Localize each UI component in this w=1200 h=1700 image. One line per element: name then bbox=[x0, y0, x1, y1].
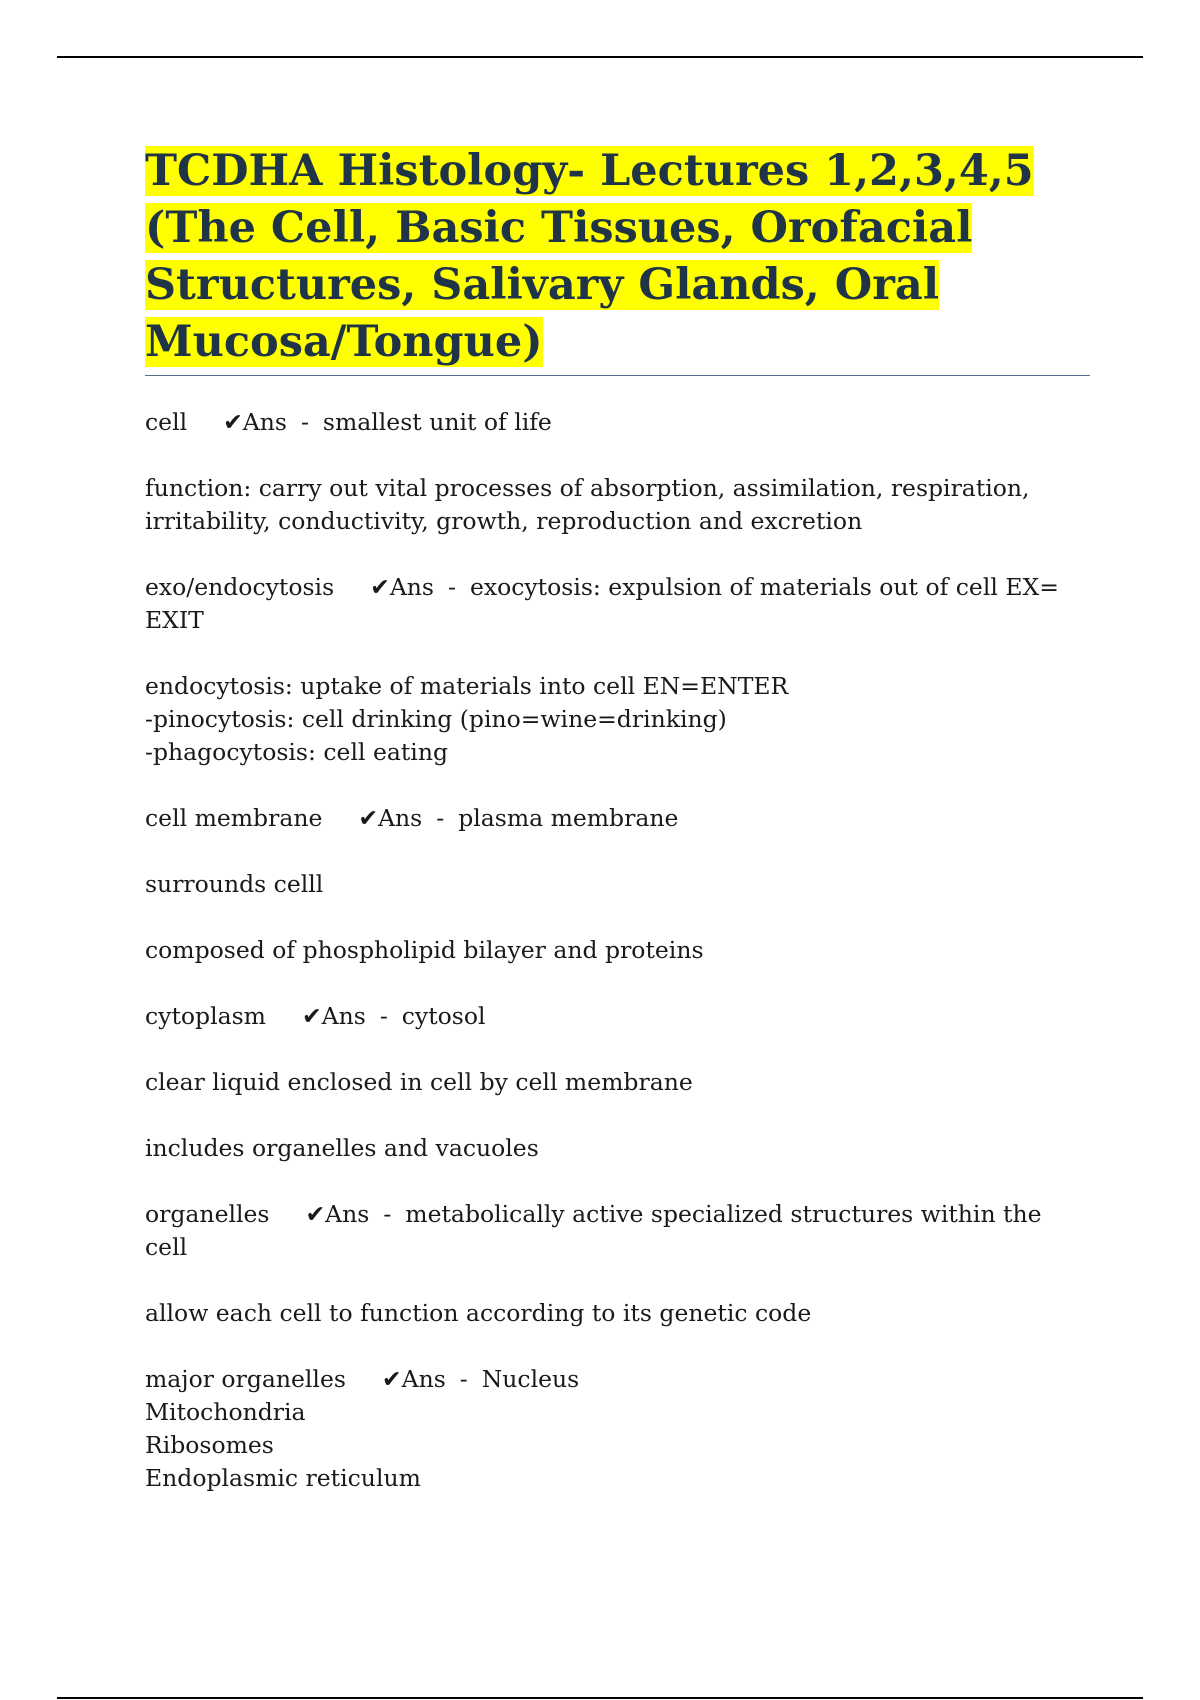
answer-dash: - bbox=[300, 408, 309, 436]
text-line: -phagocytosis: cell eating bbox=[145, 738, 448, 766]
text-line: endocytosis: uptake of materials into cell EN=ENTER bbox=[145, 672, 789, 700]
text-line: composed of phospholipid bilayer and proteins bbox=[145, 936, 704, 964]
text-line: includes organelles and vacuoles bbox=[145, 1134, 539, 1162]
text-line: function: carry out vital processes of absorption, assimilation, respiration, irritability, conductivity, growth, reproduction and excretion bbox=[145, 474, 1030, 535]
answer-line: Endoplasmic reticulum bbox=[145, 1464, 421, 1492]
text-paragraph bbox=[145, 1066, 1090, 1099]
qa-answer: Nucleus bbox=[481, 1365, 580, 1393]
answer-check-icon: ✔Ans bbox=[358, 804, 423, 832]
qa-entry bbox=[145, 1363, 1090, 1495]
answer-line: Ribosomes bbox=[145, 1431, 274, 1459]
qa-term: cytoplasm bbox=[145, 1002, 266, 1030]
qa-answer: cytosol bbox=[401, 1002, 486, 1030]
document-body bbox=[145, 406, 1090, 1495]
answer-dash: - bbox=[459, 1365, 468, 1393]
answer-dash: - bbox=[383, 1200, 392, 1228]
answer-dash: - bbox=[436, 804, 445, 832]
qa-entry bbox=[145, 1198, 1090, 1264]
highlighted-title-text: TCDHA Histology- Lectures 1,2,3,4,5 (The Cell, Basic Tissues, Orofacial Structures, Salivary Glands, Oral Mucosa/Tongue) bbox=[145, 146, 1034, 367]
answer-check-icon: ✔Ans bbox=[381, 1365, 446, 1393]
text-paragraph bbox=[145, 670, 1090, 769]
qa-answer: exocytosis: expulsion of materials out of cell EX= EXIT bbox=[145, 573, 1059, 634]
qa-entry bbox=[145, 406, 1090, 439]
qa-entry bbox=[145, 802, 1090, 835]
text-line: surrounds celll bbox=[145, 870, 324, 898]
title-block bbox=[145, 143, 1090, 376]
qa-term: major organelles bbox=[145, 1365, 346, 1393]
answer-check-icon: ✔Ans bbox=[305, 1200, 370, 1228]
qa-term: cell bbox=[145, 408, 188, 436]
answer-line: Mitochondria bbox=[145, 1398, 306, 1426]
qa-answer: metabolically active specialized structures within the cell bbox=[145, 1200, 1042, 1261]
text-paragraph bbox=[145, 934, 1090, 967]
qa-entry bbox=[145, 571, 1090, 637]
answer-dash: - bbox=[379, 1002, 388, 1030]
document-title bbox=[145, 143, 1090, 371]
answer-dash: - bbox=[447, 573, 456, 601]
qa-term: organelles bbox=[145, 1200, 270, 1228]
document-page bbox=[145, 143, 1090, 1528]
qa-term: exo/endocytosis bbox=[145, 573, 335, 601]
header-rule bbox=[57, 56, 1143, 58]
text-paragraph bbox=[145, 472, 1090, 538]
text-line: -pinocytosis: cell drinking (pino=wine=drinking) bbox=[145, 705, 727, 733]
answer-check-icon: ✔Ans bbox=[223, 408, 287, 436]
answer-check-icon: ✔Ans bbox=[301, 1002, 366, 1030]
text-paragraph bbox=[145, 1132, 1090, 1165]
text-line: clear liquid enclosed in cell by cell membrane bbox=[145, 1068, 693, 1096]
footer-rule bbox=[57, 1697, 1143, 1699]
qa-answer: plasma membrane bbox=[458, 804, 679, 832]
text-paragraph bbox=[145, 1297, 1090, 1330]
text-paragraph bbox=[145, 868, 1090, 901]
qa-entry bbox=[145, 1000, 1090, 1033]
qa-term: cell membrane bbox=[145, 804, 323, 832]
text-line: allow each cell to function according to its genetic code bbox=[145, 1299, 812, 1327]
qa-answer: smallest unit of life bbox=[322, 408, 552, 436]
answer-check-icon: ✔Ans bbox=[370, 573, 434, 601]
